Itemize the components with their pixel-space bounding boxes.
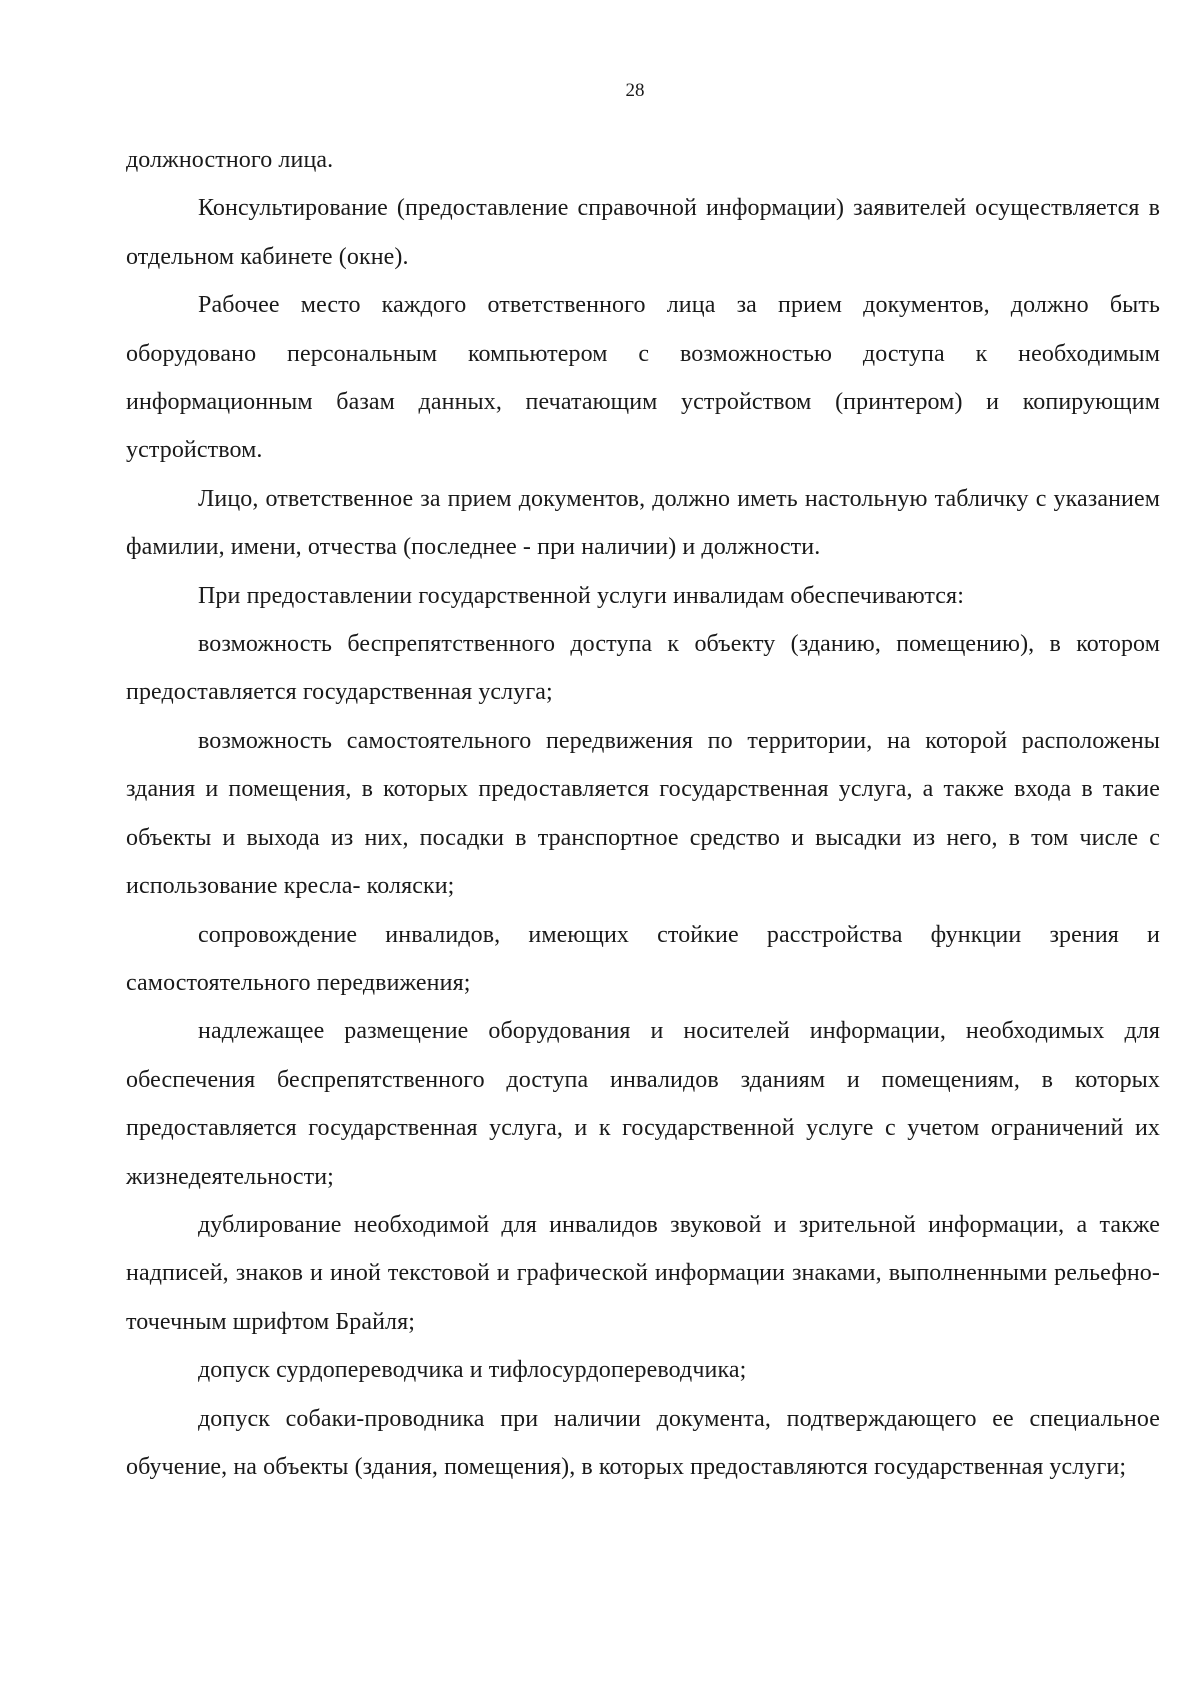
list-item-equipment-placement: надлежащее размещение оборудования и носителей информации, необходимых для обеспечения беспрепятственного доступа инвалидов зданиям и помещениям, в которых предоставляется государственная услуга, и к государственной услуге с учетом ограничений их жизнедеятельности;	[126, 1018, 1160, 1190]
list-item-interpreter-access: допуск сурдопереводчика и тифлосурдопереводчика;	[198, 1357, 747, 1384]
paragraph-nameplate: Лицо, ответственное за прием документов, должно иметь настольную табличку с указанием фамилии, имени, отчества (последнее - при наличии) и должности.	[126, 485, 1160, 561]
list-item-access: возможность беспрепятственного доступа к объекту (зданию, помещению), в котором предоставляется государственная услуга;	[126, 631, 1160, 706]
page-number: 28	[625, 80, 645, 101]
list-item-braille-duplication: дублирование необходимой для инвалидов звуковой и зрительной информации, а также надписей, знаков и иной текстовой и графической информации знаками, выполненными рельефно-точечным шрифтом Брайля;	[126, 1211, 1160, 1335]
paragraph-consultation: Консультирование (предоставление справочной информации) заявителей осуществляется в отдельном кабинете (окне).	[126, 195, 1160, 270]
paragraph-continuation: должностного лица.	[126, 147, 334, 173]
list-item-guide-dog: допуск собаки-проводника при наличии документа, подтверждающего ее специальное обучение, на объекты (здания, помещения), в которых предоставляются государственная услуги;	[126, 1405, 1160, 1480]
paragraph-disabled-provisions-intro: При предоставлении государственной услуги инвалидам обеспечиваются:	[198, 582, 964, 609]
list-item-movement: возможность самостоятельного передвижения по территории, на которой расположены здания и помещения, в которых предоставляется государственная услуга, а также входа в такие объекты и выхода из них, посадки в транспортное средство и высадки из него, в том числе с использование кресла- коляски;	[126, 727, 1160, 900]
paragraph-workplace: Рабочее место каждого ответственного лица за прием документов, должно быть оборудовано персональным компьютером с возможностью доступа к необходимым информационным базам данных, печатающим устройством (принтером) и копирующим устройством.	[126, 292, 1160, 464]
list-item-accompaniment: сопровождение инвалидов, имеющих стойкие расстройства функции зрения и самостоятельного передвижения;	[126, 921, 1160, 996]
document-body	[126, 136, 1160, 1491]
